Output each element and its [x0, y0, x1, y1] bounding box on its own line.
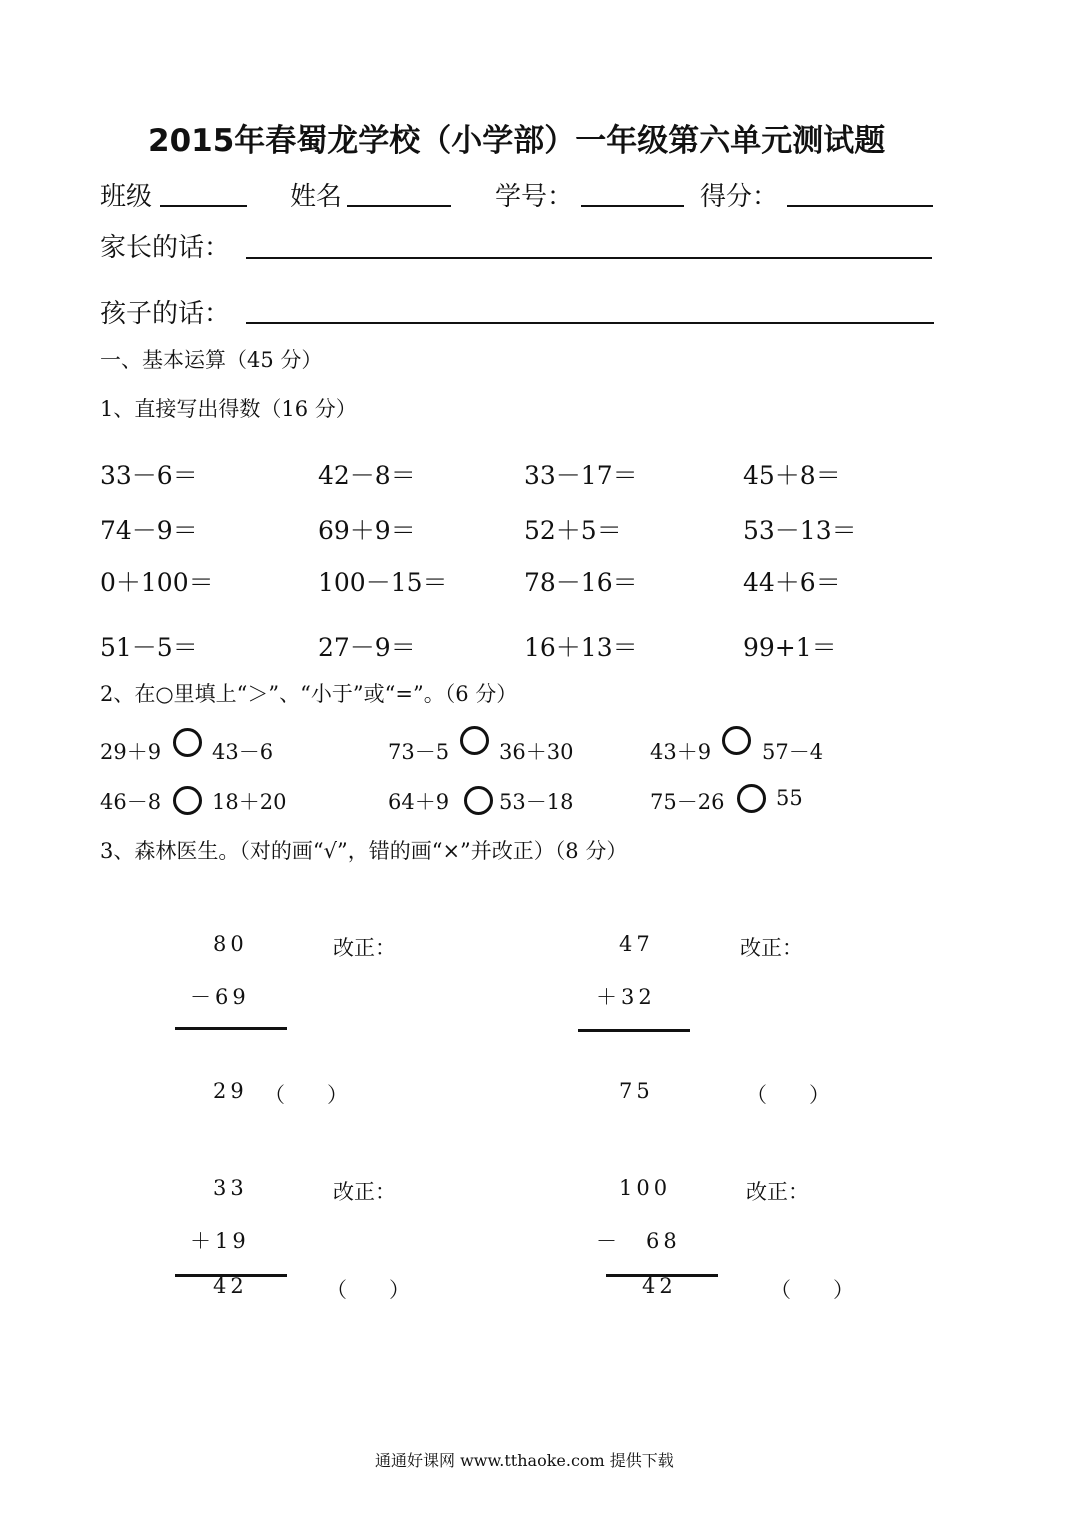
compare-circle[interactable]: [460, 726, 489, 755]
equation: 33－17＝: [524, 461, 638, 490]
parent-label: 家长的话：: [100, 233, 231, 263]
compare-right: 53－18: [499, 790, 574, 814]
vertical-result: 42: [642, 1274, 677, 1298]
child-field[interactable]: [246, 322, 934, 324]
fix-label: 改正：: [740, 936, 803, 960]
score-label: 得分：: [700, 182, 779, 212]
compare-right: 18＋20: [212, 790, 287, 814]
compare-left: 43＋9: [650, 740, 712, 764]
q1-heading: 1、直接写出得数（16 分）: [100, 397, 357, 421]
q2-heading: 2、在○里填上“＞”、“小于”或“=”。（6 分）: [100, 682, 518, 706]
equation: 42－8＝: [318, 461, 416, 490]
vertical-line: [175, 1027, 287, 1030]
compare-left: 73－5: [388, 740, 450, 764]
vertical-bottom: －69: [190, 985, 250, 1009]
compare-right: 36＋30: [499, 740, 574, 764]
compare-circle[interactable]: [464, 786, 493, 815]
vertical-top: 80: [213, 932, 248, 956]
equation: 33－6＝: [100, 461, 198, 490]
class-field[interactable]: [160, 205, 247, 207]
equation: 69＋9＝: [318, 516, 416, 545]
q3-heading: 3、森林医生。（对的画“√”，错的画“×”并改正）（8 分）: [100, 839, 628, 863]
vertical-line: [578, 1029, 690, 1032]
compare-circle[interactable]: [722, 726, 751, 755]
name-field[interactable]: [347, 205, 451, 207]
vertical-top: 33: [213, 1176, 248, 1200]
equation: 53－13＝: [743, 516, 857, 545]
check-box[interactable]: （ ）: [264, 1083, 348, 1107]
class-label: 班级: [100, 182, 153, 212]
equation: 0＋100＝: [100, 568, 214, 597]
fix-label: 改正：: [333, 936, 396, 960]
fix-label: 改正：: [333, 1180, 396, 1204]
compare-right: 55: [776, 786, 803, 810]
vertical-bottom: ＋19: [190, 1229, 250, 1253]
compare-left: 29＋9: [100, 740, 162, 764]
check-box[interactable]: （ ）: [326, 1278, 410, 1302]
equation: 45＋8＝: [743, 461, 841, 490]
compare-circle[interactable]: [737, 784, 766, 813]
compare-right: 57－4: [762, 740, 824, 764]
equation: 99+1＝: [743, 633, 837, 662]
compare-left: 46－8: [100, 790, 162, 814]
name-label: 姓名: [290, 182, 343, 212]
vertical-result: 42: [213, 1274, 248, 1298]
footer-text: 通通好课网 www.tthaoke.com 提供下载: [375, 1451, 674, 1470]
section-heading: 一、基本运算（45 分）: [100, 348, 323, 372]
vertical-result: 75: [619, 1079, 654, 1103]
vertical-result: 29: [213, 1079, 248, 1103]
compare-right: 43－6: [212, 740, 274, 764]
equation: 44＋6＝: [743, 568, 841, 597]
equation: 51－5＝: [100, 633, 198, 662]
vertical-top: 47: [619, 932, 654, 956]
equation: 78－16＝: [524, 568, 638, 597]
vertical-bottom: － 68: [596, 1229, 681, 1253]
number-label: 学号：: [495, 182, 574, 212]
page-title: 2015年春蜀龙学校（小学部）一年级第六单元测试题: [148, 123, 886, 159]
vertical-bottom: ＋32: [596, 985, 656, 1009]
equation: 74－9＝: [100, 516, 198, 545]
parent-field[interactable]: [246, 257, 932, 259]
vertical-top: 100: [619, 1176, 672, 1200]
score-field[interactable]: [787, 205, 933, 207]
number-field[interactable]: [581, 205, 684, 207]
check-box[interactable]: （ ）: [746, 1083, 830, 1107]
compare-circle[interactable]: [173, 786, 202, 815]
equation: 16＋13＝: [524, 633, 638, 662]
compare-left: 75－26: [650, 790, 725, 814]
fix-label: 改正：: [746, 1180, 809, 1204]
equation: 100－15＝: [318, 568, 448, 597]
child-label: 孩子的话：: [100, 299, 231, 329]
check-box[interactable]: （ ）: [770, 1278, 854, 1302]
equation: 52＋5＝: [524, 516, 622, 545]
compare-circle[interactable]: [173, 728, 202, 757]
equation: 27－9＝: [318, 633, 416, 662]
compare-left: 64＋9: [388, 790, 450, 814]
